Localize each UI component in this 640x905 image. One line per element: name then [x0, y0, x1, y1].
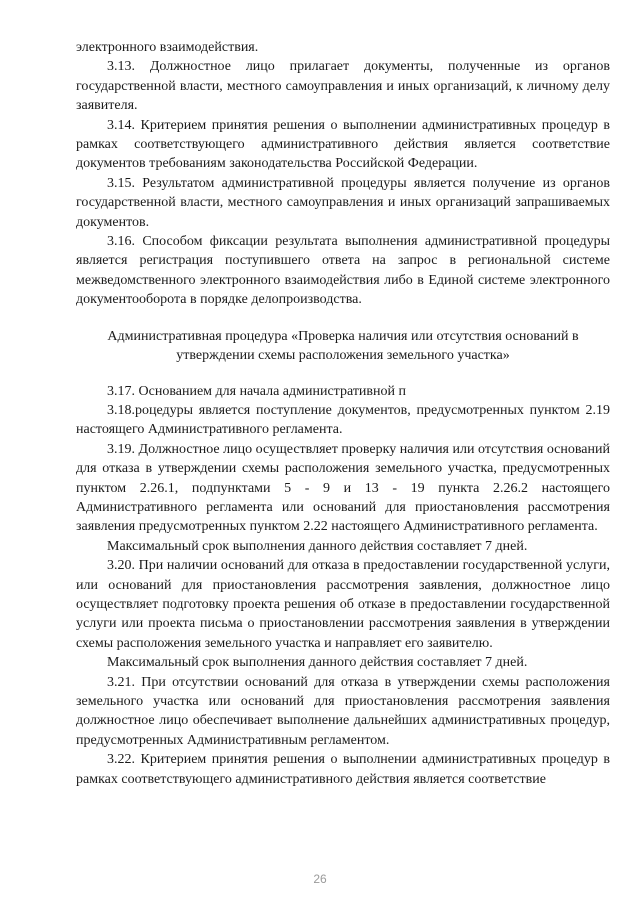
paragraph-continuation: электронного взаимодействия. — [76, 40, 259, 55]
paragraph-3-15: 3.15. Результатом административной процедуры является получение из органов государственной власти, местного самоуправления и иных организаций запрашиваемых документов. — [76, 175, 610, 230]
paragraph-max-term-1: Максимальный срок выполнения данного действия составляет 7 дней. — [107, 538, 528, 554]
paragraph-3-22: 3.22. Критерием принятия решения о выполнении административных процедур в рамках соответствующего административного действия является соответствие — [76, 752, 610, 787]
document-body — [76, 38, 610, 789]
paragraph-3-14: 3.14. Критерием принятия решения о выполнении административных процедур в рамках соответствующего административного действия является соответствие документов требованиям законодательства Российской Федерации. — [76, 117, 610, 172]
section-heading: Административная процедура «Проверка наличия или отсутствия оснований в утверждении схемы расположения земельного участка» — [107, 328, 579, 364]
paragraph-3-20: 3.20. При наличии оснований для отказа в предоставлении государственной услуги, или оснований для приостановления рассмотрения заявления, должностное лицо осуществляет подготовку проекта решения об отказе в предоставлении государственной услуги или проекта письма о приостановлении рассмотрения заявления в утверждении схемы расположения земельного участка и направляет его заявителю. — [76, 558, 610, 651]
paragraph-3-18: 3.18.роцедуры является поступление документов, предусмотренных пунктом 2.19 настоящего Административного регламента. — [76, 402, 610, 438]
page-number: 26 — [313, 872, 327, 886]
paragraph-3-13: 3.13. Должностное лицо прилагает документы, полученные из органов государственной власти, местного самоуправления и иных организаций, к личному делу заявителя. — [76, 59, 610, 114]
paragraph-3-16: 3.16. Способом фиксации результата выполнения административной процедуры является регистрация поступившего ответа на запрос в региональной системе межведомственного электронного взаимодействия либо в Единой системе электронного документооборота в порядке делопроизводства. — [76, 234, 610, 308]
paragraph-max-term-2: Максимальный срок выполнения данного действия составляет 7 дней. — [107, 655, 528, 671]
paragraph-3-19: 3.19. Должностное лицо осуществляет проверку наличия или отсутствия оснований для отказа в утверждении схемы расположения земельного участка, предусмотренных пунктом 2.26.1, подпунктами 5 - 9 и 13 - 19 пункта 2.26.2 настоящего Административного регламента или оснований для приостановления рассмотрения заявления предусмотренных пунктом 2.22 настоящего Административного регламента. — [76, 441, 610, 535]
paragraph-3-17: 3.17. Основанием для начала административной п — [107, 383, 407, 399]
paragraph-3-21: 3.21. При отсутствии оснований для отказа в утверждении схемы расположения земельного участка или оснований для приостановления рассмотрения заявления должностное лицо обеспечивает выполнение дальнейших административных процедур, предусмотренных Административным регламентом. — [76, 674, 610, 748]
